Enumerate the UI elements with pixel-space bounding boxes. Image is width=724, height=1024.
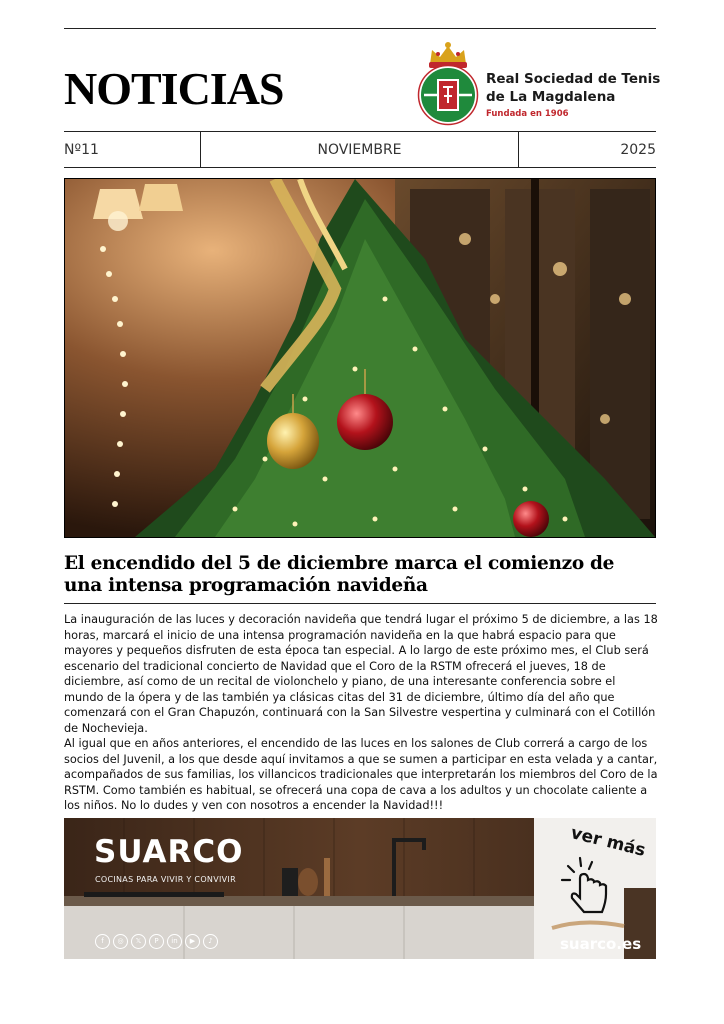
article-paragraph: La inauguración de las luces y decoración navideña que tendrá lugar el próximo 5 de diciembre, a las 18 horas, marcará el inicio de una intensa programación navideña en la que habrá espacio para que mayores y pequeños disfruten de esta época tan especial. A lo largo de este próximo mes, el Club será escenario del tradicional concierto de Navidad que el Coro de la RSTM ofrecerá el jueves, 18 de diciembre, así como de un recital de violonchelo y piano, de una interesante conferencia sobre el mundo de la ópera y de las también ya clásicas citas del 31 de diciembre, último día del año que comenzará con el Gran Chapuzón, continuará con la San Silvestre vespertina y culminará con el Cotillón de Nochevieja. (64, 613, 658, 735)
top-rule (64, 28, 656, 29)
club-name-line1: Real Sociedad de Tenis (486, 71, 661, 87)
x-icon[interactable]: 𝕏 (131, 934, 146, 949)
pinterest-icon[interactable]: P (149, 934, 164, 949)
club-name-line2: de La Magdalena (486, 89, 616, 105)
tiktok-icon[interactable]: ♪ (203, 934, 218, 949)
pointing-hand-icon[interactable] (554, 850, 624, 920)
suarco-advertisement[interactable] (64, 818, 656, 959)
ver-mas-label[interactable]: ver más (568, 823, 648, 861)
club-crest-logo (416, 40, 480, 126)
christmas-tree-photo (64, 178, 656, 538)
facebook-icon[interactable]: f (95, 934, 110, 949)
ad-tagline: COCINAS PARA VIVIR Y CONVIVIR (95, 875, 236, 884)
article-paragraph: Al igual que en años anteriores, el encendido de las luces en los salones de Club correrá a cargo de los socios del Juvenil, a los que desde aquí invitamos a que se sumen a participar en esta velada y a cantar, acompañados de sus familias, los villancicos tradicionales que interpretarán los miembros del Coro de la RSTM. Como también es habitual, se ofrecerá una copa de cava a los adultos y un chocolate caliente a los niños. No lo dudes y ven con nosotros a encender la Navidad!!! (64, 737, 658, 812)
club-name (486, 70, 660, 106)
instagram-icon[interactable]: ◎ (113, 934, 128, 949)
article-body (64, 612, 658, 814)
article-headline: El encendido del 5 de diciembre marca el comienzo de una intensa programación navideña (64, 553, 615, 596)
masthead-title: NOTICIAS (64, 63, 284, 114)
issue-number: Nº11 (64, 132, 201, 167)
headline-rule (64, 603, 656, 604)
suarco-logo: SUARCO (94, 834, 244, 870)
ad-url-link[interactable]: suarco.es (560, 935, 642, 953)
issue-year: 2025 (620, 141, 656, 158)
club-founded: Fundada en 1906 (486, 109, 569, 119)
youtube-icon[interactable]: ▶ (185, 934, 200, 949)
social-icons (95, 934, 218, 949)
linkedin-icon[interactable]: in (167, 934, 182, 949)
issue-month: NOVIEMBRE (201, 132, 519, 167)
issue-info-bar (64, 131, 656, 168)
christmas-tree-illustration (65, 179, 655, 537)
